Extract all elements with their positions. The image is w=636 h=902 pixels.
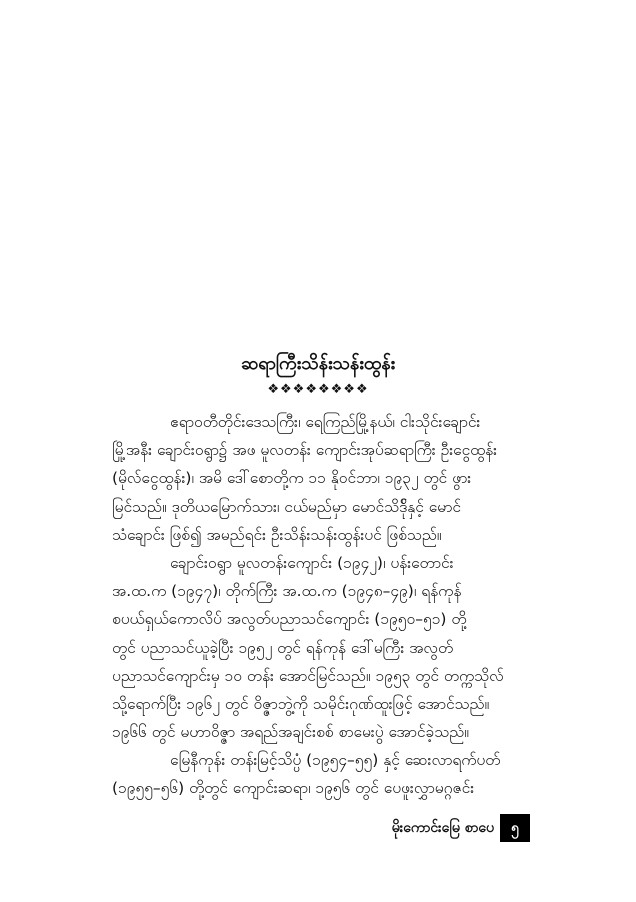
text-line: တွင် ပညာသင်ယူခဲ့ပြီး ၁၉၅၂ တွင် ရန်ကုန် ဒေါ်မကြီး အလွတ်	[112, 638, 454, 657]
text-line: သံချောင်း ဖြစ်၍ အမည်ရင်း ဦးသိန်းသန်းထွန်းပင် ဖြစ်သည်။	[112, 525, 442, 544]
text-line: ၁၉၆၆ တွင် မဟာဝိဇ္ဇာ အရည်အချင်းစစ် စာမေးပွဲ အောင်ခဲ့သည်။	[112, 723, 469, 742]
text-line: ပညာသင်ကျောင်းမှ ၁၀ တန်း အောင်မြင်သည်။ ၁၉၅၃ တွင် တက္ကသိုလ်	[112, 666, 504, 685]
page-number-badge: ၅	[500, 814, 530, 842]
page-footer	[350, 814, 530, 842]
text-line: အ.ထ.က (၁၉၄၇)၊ တိုက်ကြီး အ.ထ.က (၁၉၄၈–၄၉)၊ ရန်ကုန်	[112, 582, 462, 601]
text-line: စပယ်ရှယ်ကောလိပ် အလွတ်ပညာသင်ကျောင်း (၁၉၅၀–၅၁) တို့	[112, 610, 467, 629]
body-text	[112, 408, 526, 803]
text-line: မြေနီကုန်း တန်းမြင့်သိပ္ပံ (၁၉၅၄–၅၅) နှင့် ဆေးလာရက်ပတ်	[170, 751, 501, 770]
text-line: သို့ရောက်ပြီး ၁၉၆၂ တွင် ဝိဇ္ဇာဘွဲ့ကို သမိုင်းဂုဏ်ထူးဖြင့် အောင်သည်။	[112, 694, 490, 713]
text-line: (မိုလ်ငွေထွန်း)၊ အမိ ဒေါ်စောတို့က ၁၁ နိုဝင်ဘာ၊ ၁၉၃၂ တွင် ဖွား	[112, 469, 472, 488]
text-line: မြို့အနီး ချောင်းဝရွာ၌ အဖ မူလတန်း ကျောင်းအုပ်ဆရာကြီး ဦးငွေထွန်း	[112, 441, 498, 460]
text-line: ချောင်းဝရွာ မူလတန်းကျောင်း (၁၉၄၂)၊ ပန်းတောင်း	[170, 553, 454, 572]
text-line: (၁၉၅၅–၅၆) တို့တွင် ကျောင်းဆရာ၊ ၁၉၅၆ တွင် ပေဖူးလွှာမဂ္ဂဇင်း	[112, 779, 475, 798]
text-line: မြင်သည်။ ဒုတိယမြောက်သား၊ ငယ်မည်မှာ မောင်သိဒ်ိုနှင့် မောင်	[112, 497, 461, 516]
text-line: ဧရာဝတီတိုင်းဒေသကြီး၊ ရေကြည်မြို့နယ်၊ ငါးသိုင်းချောင်း	[170, 413, 481, 431]
ornament-divider: ❖❖❖❖❖❖❖❖	[267, 382, 369, 397]
chapter-heading: ဆရာကြီးသိန်းသန်းထွန်း	[240, 353, 396, 374]
publisher-label: မိုးကောင်းမြေ စာပေ	[391, 820, 494, 836]
